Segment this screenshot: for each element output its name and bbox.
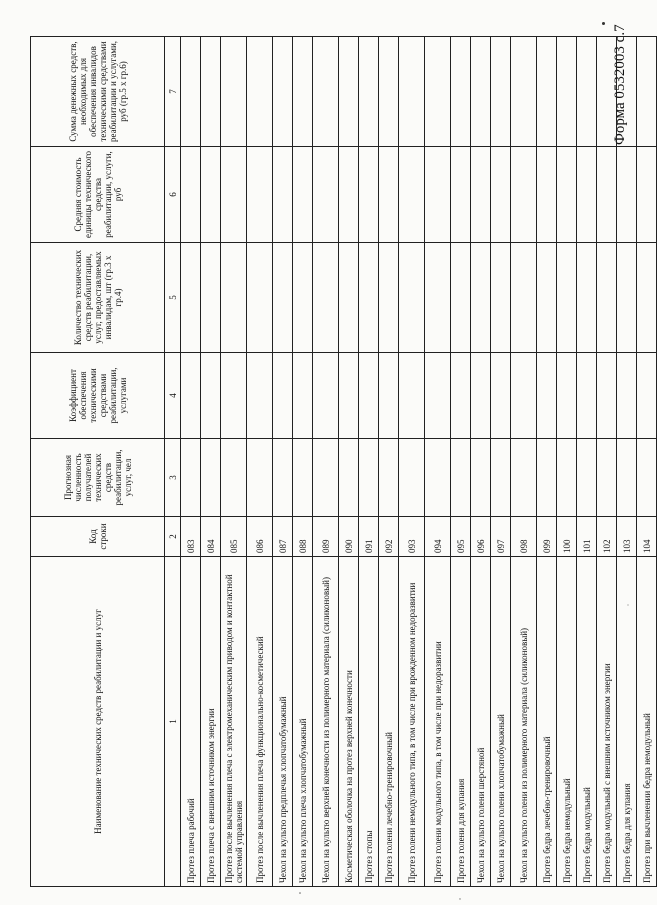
row-value-cell-col6 [491, 147, 511, 243]
column-number-row [165, 37, 181, 887]
row-name-cell: Протез плеча рабочий [181, 557, 201, 887]
row-value-cell-col3 [273, 439, 293, 517]
row-value-cell-col3 [339, 439, 359, 517]
row-value-cell-col6 [359, 147, 379, 243]
row-value-cell-col3 [181, 439, 201, 517]
row-value-cell-col6 [247, 147, 273, 243]
table-header-row [31, 37, 165, 887]
row-value-cell-col7 [201, 37, 221, 147]
row-value-cell-col4 [339, 353, 359, 439]
row-value-cell-col4 [577, 353, 597, 439]
column-number-2: 2 [165, 517, 181, 557]
row-code-cell: 099 [537, 517, 557, 557]
row-value-cell-col5 [451, 243, 471, 353]
row-name-cell: Косметическая оболочка на протез верхней конечности [339, 557, 359, 887]
row-value-cell-col5 [379, 243, 399, 353]
row-value-cell-col3 [201, 439, 221, 517]
row-value-cell-col7 [293, 37, 313, 147]
row-value-cell-col6 [637, 147, 657, 243]
header-coefficient: Коэффициент обеспечения техническими средствами реабилитации, услугами [31, 353, 165, 439]
table-row [451, 37, 471, 887]
row-name-cell: Протез после вычленения плеча функционально-косметический [247, 557, 273, 887]
row-value-cell-col3 [511, 439, 537, 517]
row-value-cell-col3 [379, 439, 399, 517]
table-row [273, 37, 293, 887]
row-value-cell-col3 [313, 439, 339, 517]
row-name-cell: Протез после вычленения плеча с электромеханическим приводом и контактной системой управления [221, 557, 247, 887]
row-value-cell-col5 [273, 243, 293, 353]
row-value-cell-col4 [511, 353, 537, 439]
table-row [511, 37, 537, 887]
row-value-cell-col4 [491, 353, 511, 439]
header-code: Код строки [31, 517, 165, 557]
row-code-cell: 098 [511, 517, 537, 557]
row-value-cell-col7 [537, 37, 557, 147]
row-value-cell-col5 [471, 243, 491, 353]
row-value-cell-col3 [359, 439, 379, 517]
row-value-cell-col6 [313, 147, 339, 243]
row-value-cell-col5 [577, 243, 597, 353]
row-value-cell-col7 [557, 37, 577, 147]
row-value-cell-col6 [577, 147, 597, 243]
row-name-cell: Протез бедра модульный [577, 557, 597, 887]
row-value-cell-col6 [379, 147, 399, 243]
table-row [617, 37, 637, 887]
row-value-cell-col6 [339, 147, 359, 243]
row-value-cell-col5 [597, 243, 617, 353]
column-number-7: 7 [165, 37, 181, 147]
row-value-cell-col4 [557, 353, 577, 439]
table-row [399, 37, 425, 887]
table-row [597, 37, 617, 887]
row-value-cell-col5 [617, 243, 637, 353]
header-total-sum: Сумма денежных средств, необходимых для обеспечения инвалидов техническими средствами реабилитации и услугами, руб (гр.5 x гр.6) [31, 37, 165, 147]
row-value-cell-col5 [511, 243, 537, 353]
column-number-4: 4 [165, 353, 181, 439]
row-code-cell: 085 [221, 517, 247, 557]
row-value-cell-col7 [511, 37, 537, 147]
row-name-cell: Протез голени немодульного типа, в том числе при врожденном недоразвитии [399, 557, 425, 887]
row-name-cell: Протез голени лечебно-тренировочный [379, 557, 399, 887]
row-value-cell-col7 [471, 37, 491, 147]
row-value-cell-col3 [293, 439, 313, 517]
row-code-cell: 100 [557, 517, 577, 557]
row-value-cell-col5 [201, 243, 221, 353]
row-name-cell: Чехол на культю верхней конечности из полимерного материала (силиконовый) [313, 557, 339, 887]
row-value-cell-col4 [425, 353, 451, 439]
row-value-cell-col5 [247, 243, 273, 353]
row-value-cell-col5 [491, 243, 511, 353]
table-row [247, 37, 273, 887]
row-value-cell-col4 [221, 353, 247, 439]
row-value-cell-col6 [557, 147, 577, 243]
row-value-cell-col3 [617, 439, 637, 517]
row-value-cell-col3 [491, 439, 511, 517]
row-value-cell-col7 [379, 37, 399, 147]
row-value-cell-col6 [471, 147, 491, 243]
row-value-cell-col7 [339, 37, 359, 147]
table-row [313, 37, 339, 887]
row-value-cell-col7 [617, 37, 637, 147]
row-value-cell-col4 [247, 353, 273, 439]
scan-speck-a [299, 892, 301, 894]
row-value-cell-col4 [597, 353, 617, 439]
row-code-cell: 097 [491, 517, 511, 557]
column-number-5: 5 [165, 243, 181, 353]
header-avg-cost: Средняя стоимость единицы технического средства реабилитации, услуги, руб [31, 147, 165, 243]
row-value-cell-col7 [313, 37, 339, 147]
scan-speck-b [459, 898, 460, 899]
table-row [221, 37, 247, 887]
row-code-cell: 088 [293, 517, 313, 557]
table-row [537, 37, 557, 887]
row-value-cell-col7 [399, 37, 425, 147]
row-name-cell: Чехол на культю голени из полимерного материала (силиконовый) [511, 557, 537, 887]
row-value-cell-col4 [617, 353, 637, 439]
row-code-cell: 093 [399, 517, 425, 557]
row-value-cell-col3 [221, 439, 247, 517]
row-value-cell-col3 [557, 439, 577, 517]
row-value-cell-col6 [537, 147, 557, 243]
row-code-cell: 083 [181, 517, 201, 557]
row-value-cell-col7 [597, 37, 617, 147]
row-value-cell-col5 [221, 243, 247, 353]
row-name-cell: Протез голени модульного типа, в том числе при недоразвитии [425, 557, 451, 887]
row-value-cell-col6 [511, 147, 537, 243]
row-value-cell-col6 [425, 147, 451, 243]
row-code-cell: 090 [339, 517, 359, 557]
row-value-cell-col5 [293, 243, 313, 353]
table-row [181, 37, 201, 887]
row-value-cell-col3 [399, 439, 425, 517]
row-code-cell: 084 [201, 517, 221, 557]
row-name-cell: Протез бедра для купания [617, 557, 637, 887]
row-name-cell: Чехол на культю плеча хлопчатобумажный [293, 557, 313, 887]
table-row [339, 37, 359, 887]
header-name: Наименование технических средств реабилитации и услуг [31, 557, 165, 887]
row-value-cell-col7 [359, 37, 379, 147]
table-row [637, 37, 657, 887]
row-value-cell-col3 [471, 439, 491, 517]
row-value-cell-col5 [359, 243, 379, 353]
row-code-cell: 103 [617, 517, 637, 557]
row-value-cell-col5 [537, 243, 557, 353]
row-value-cell-col3 [637, 439, 657, 517]
row-value-cell-col7 [247, 37, 273, 147]
row-code-cell: 089 [313, 517, 339, 557]
row-code-cell: 086 [247, 517, 273, 557]
row-code-cell: 095 [451, 517, 471, 557]
row-code-cell: 102 [597, 517, 617, 557]
form-number-label: Форма 0532003 с.7 [612, 24, 628, 145]
table-row [425, 37, 451, 887]
row-value-cell-col4 [313, 353, 339, 439]
row-value-cell-col4 [399, 353, 425, 439]
row-value-cell-col5 [557, 243, 577, 353]
row-code-cell: 087 [273, 517, 293, 557]
row-name-cell: Протез плеча с внешним источником энергии [201, 557, 221, 887]
table-row [201, 37, 221, 887]
row-value-cell-col6 [273, 147, 293, 243]
row-value-cell-col3 [247, 439, 273, 517]
column-number-6: 6 [165, 147, 181, 243]
row-value-cell-col4 [359, 353, 379, 439]
row-value-cell-col7 [221, 37, 247, 147]
row-name-cell: Чехол на культю голени хлопчатобумажный [491, 557, 511, 887]
row-name-cell: Протез бедра модульный с внешним источником энергии [597, 557, 617, 887]
row-value-cell-col5 [181, 243, 201, 353]
row-name-cell: Протез бедра лечебно-тренировочный [537, 557, 557, 887]
table-row [577, 37, 597, 887]
row-value-cell-col3 [451, 439, 471, 517]
table-row [471, 37, 491, 887]
row-value-cell-col4 [379, 353, 399, 439]
row-value-cell-col5 [425, 243, 451, 353]
row-code-cell: 104 [637, 517, 657, 557]
row-value-cell-col7 [425, 37, 451, 147]
row-value-cell-col6 [201, 147, 221, 243]
row-value-cell-col4 [201, 353, 221, 439]
row-name-cell: Чехол на культю предплечья хлопчатобумажный [273, 557, 293, 887]
row-value-cell-col3 [537, 439, 557, 517]
row-value-cell-col4 [293, 353, 313, 439]
table-row [379, 37, 399, 887]
row-value-cell-col3 [597, 439, 617, 517]
row-value-cell-col7 [451, 37, 471, 147]
row-code-cell: 096 [471, 517, 491, 557]
row-code-cell: 092 [379, 517, 399, 557]
row-value-cell-col7 [181, 37, 201, 147]
table-row [293, 37, 313, 887]
row-code-cell: 094 [425, 517, 451, 557]
row-value-cell-col7 [637, 37, 657, 147]
row-value-cell-col6 [293, 147, 313, 243]
row-value-cell-col5 [339, 243, 359, 353]
row-value-cell-col6 [181, 147, 201, 243]
row-value-cell-col3 [577, 439, 597, 517]
row-value-cell-col6 [399, 147, 425, 243]
tsr-funding-table [30, 36, 657, 887]
row-value-cell-col5 [637, 243, 657, 353]
row-value-cell-col6 [597, 147, 617, 243]
row-value-cell-col7 [577, 37, 597, 147]
header-forecast: Прогнозная численность получателей технических средств реабилитации, услуг, чел [31, 439, 165, 517]
header-quantity: Количество технических средств реабилитации, услуг, предоставляемых инвалидам, шт (гр.3 x гр.4) [31, 243, 165, 353]
column-number-3: 3 [165, 439, 181, 517]
row-name-cell: Протез при вычленении бедра немодульный [637, 557, 657, 887]
row-value-cell-col5 [313, 243, 339, 353]
row-value-cell-col6 [451, 147, 471, 243]
row-value-cell-col4 [537, 353, 557, 439]
row-name-cell: Протез стопы [359, 557, 379, 887]
row-value-cell-col5 [399, 243, 425, 353]
row-value-cell-col7 [491, 37, 511, 147]
row-value-cell-col4 [181, 353, 201, 439]
row-name-cell: Протез бедра немодульный [557, 557, 577, 887]
row-code-cell: 091 [359, 517, 379, 557]
row-value-cell-col7 [273, 37, 293, 147]
column-number-1: 1 [165, 557, 181, 887]
row-value-cell-col3 [425, 439, 451, 517]
row-value-cell-col6 [221, 147, 247, 243]
row-value-cell-col4 [637, 353, 657, 439]
table-row [491, 37, 511, 887]
row-name-cell: Чехол на культю голени шерстяной [471, 557, 491, 887]
row-value-cell-col4 [451, 353, 471, 439]
table-row [359, 37, 379, 887]
row-value-cell-col6 [617, 147, 637, 243]
row-value-cell-col4 [471, 353, 491, 439]
row-value-cell-col4 [273, 353, 293, 439]
table-row [557, 37, 577, 887]
row-code-cell: 101 [577, 517, 597, 557]
row-name-cell: Протез голени для купания [451, 557, 471, 887]
